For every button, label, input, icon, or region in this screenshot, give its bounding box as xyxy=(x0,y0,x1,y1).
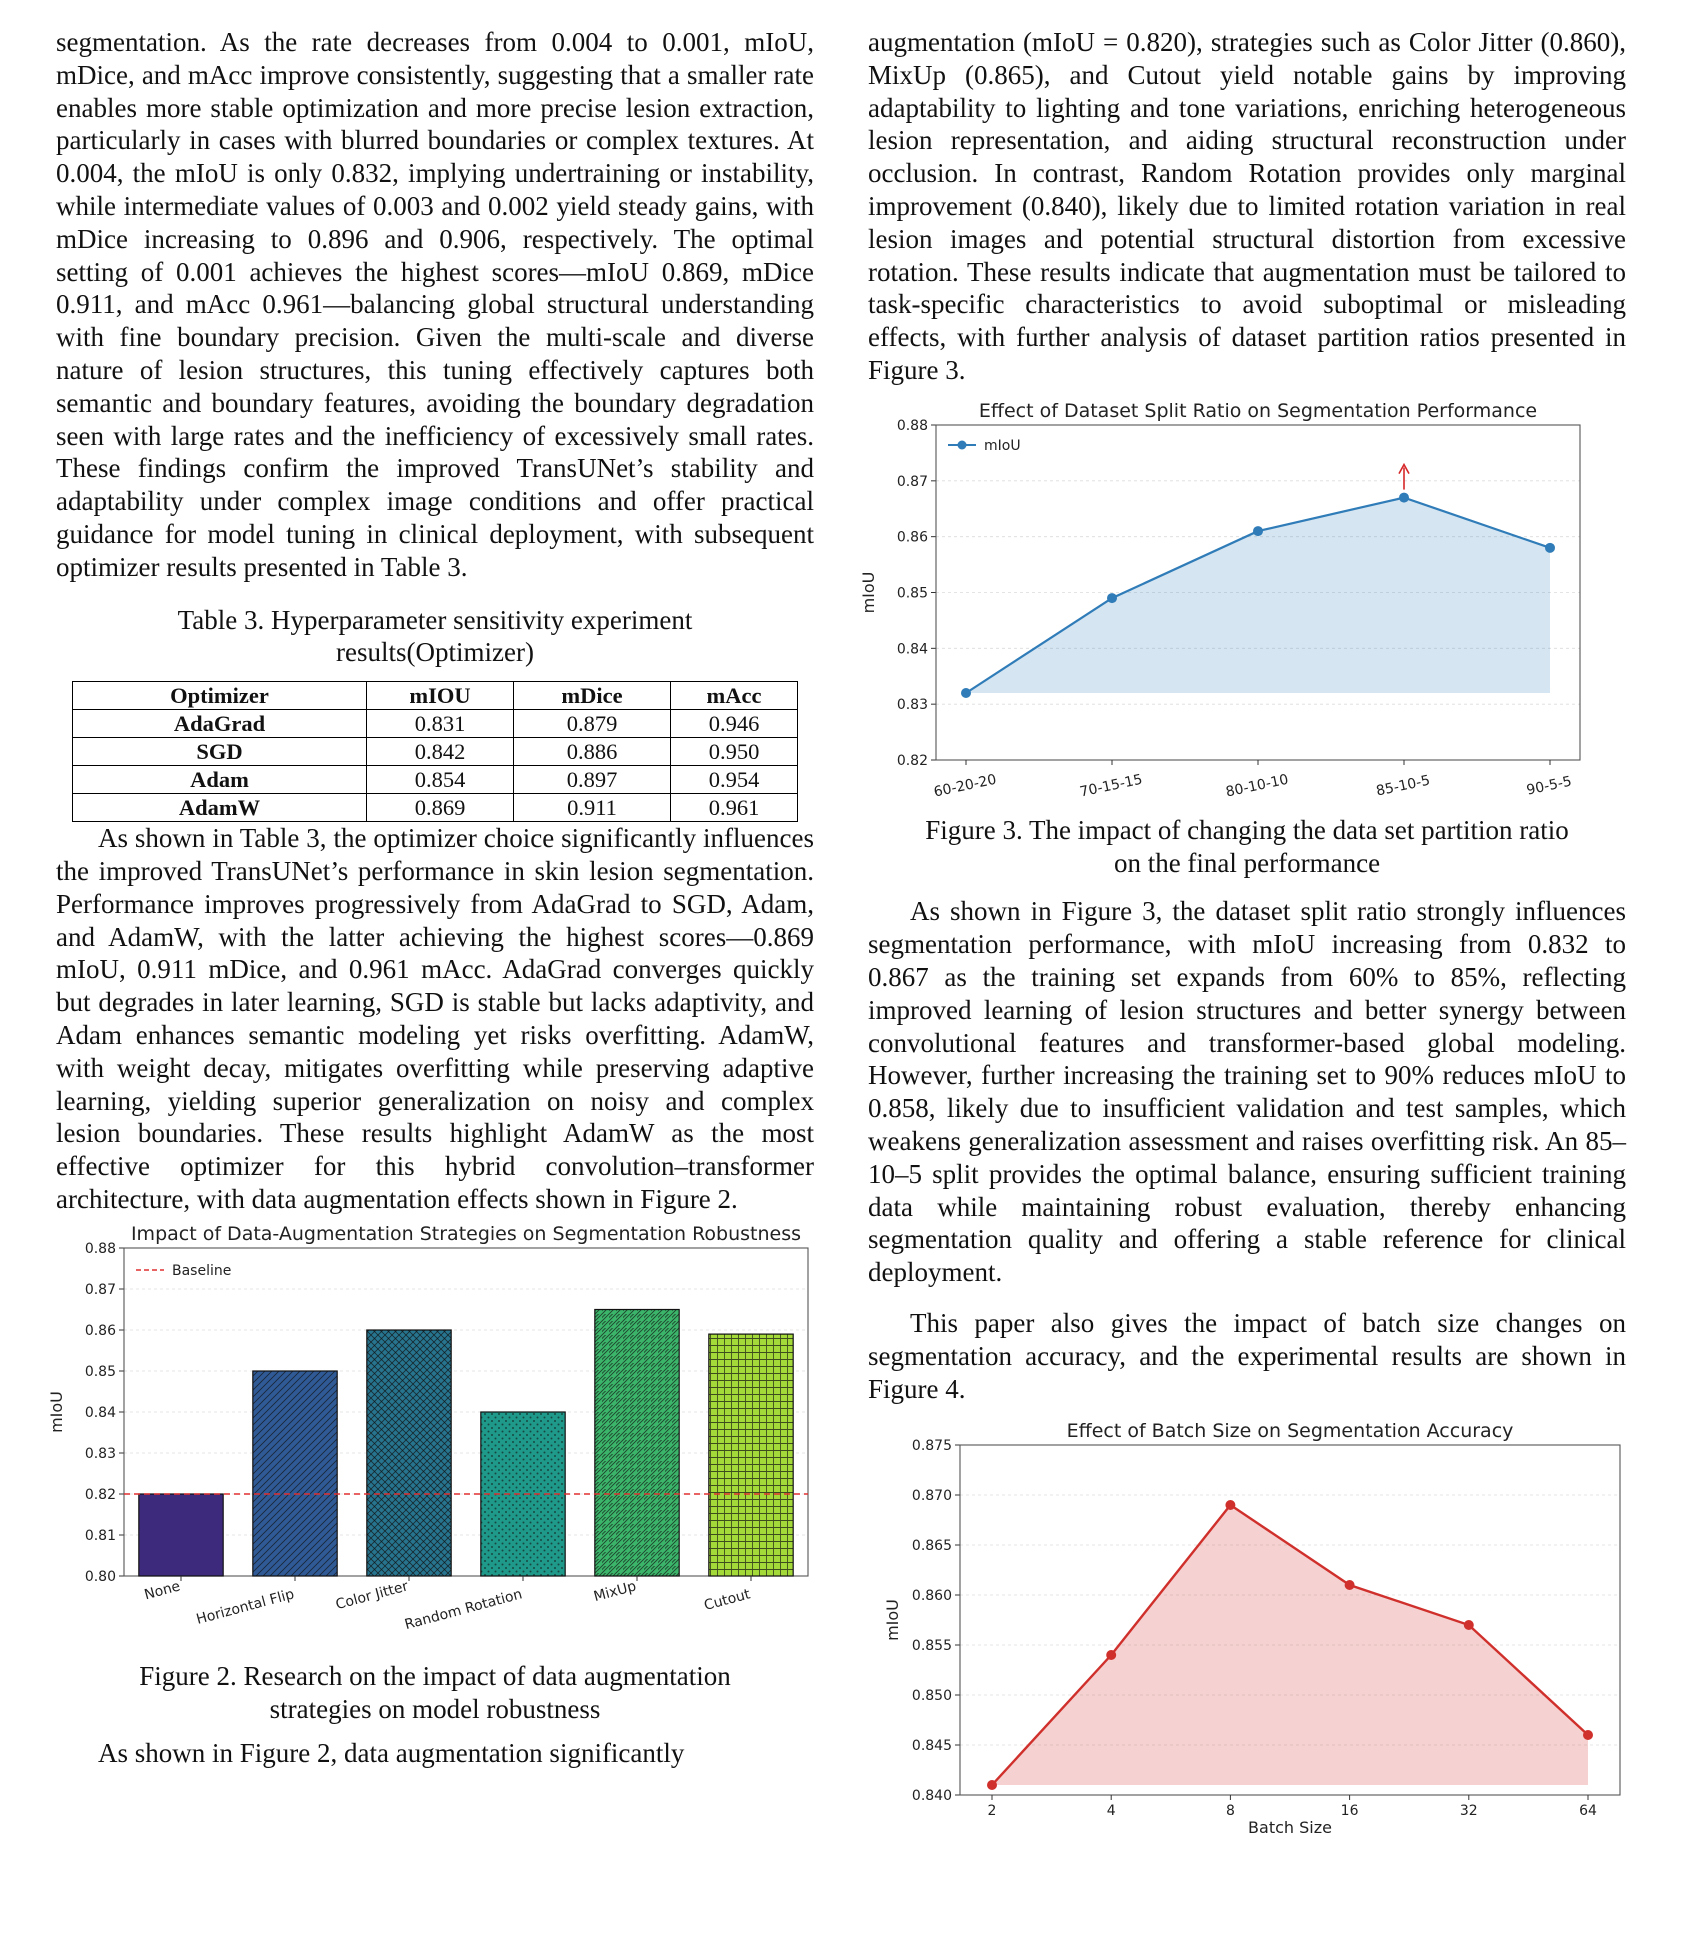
table-cell: SGD xyxy=(73,738,367,766)
x-axis-label: Batch Size xyxy=(1248,1818,1332,1838)
right-paragraph-3: This paper also gives the impact of batch size changes on segmentation accuracy, and the experimental results are shown in Figure 4. xyxy=(868,1307,1626,1404)
table-cell: 0.950 xyxy=(671,738,798,766)
y-tick-label: 0.845 xyxy=(911,1738,952,1755)
table3-header-cell: mDice xyxy=(514,682,671,710)
x-tick-label: 64 xyxy=(1579,1803,1597,1820)
right-column xyxy=(859,26,1626,1841)
data-point xyxy=(1345,1580,1355,1590)
x-tick-label: 4 xyxy=(1106,1803,1116,1820)
chart-title: Effect of Dataset Split Ratio on Segmentation Performance xyxy=(978,399,1538,422)
data-point xyxy=(1464,1620,1474,1630)
x-tick-label: Cutout xyxy=(702,1586,753,1614)
x-tick-label: 70-15-15 xyxy=(1078,771,1144,801)
x-tick-label: None xyxy=(142,1578,183,1604)
chart-title: Effect of Batch Size on Segmentation Accuracy xyxy=(1066,1420,1514,1443)
table-cell: 0.946 xyxy=(671,710,798,738)
figure2-caption-line2: strategies on model robustness xyxy=(269,1693,601,1724)
y-tick-label: 0.840 xyxy=(911,1788,952,1805)
legend-label: mIoU xyxy=(984,437,1021,454)
table-cell: 0.911 xyxy=(514,794,671,822)
table3-header-cell: mAcc xyxy=(671,682,798,710)
y-axis-label: mIoU xyxy=(47,1390,66,1433)
right-paragraph-2: As shown in Figure 3, the dataset split ratio strongly influences segmentation performance, with mIoU increasing from 0.832 to 0.867 as the training set expands from 60% to 85%, reflecting improved learning of lesion structures and better synergy between convolutional features and transformer-based global modeling. However, further increasing the training set to 90% reduces mIoU to 0.858, likely due to insufficient validation and test samples, which weakens generalization assessment and raises overfitting risk. An 85–10–5 split provides the optimal balance, ensuring sufficient training data while maintaining robust evaluation, thereby enhancing segmentation quality and offering a stable reference for clinical deployment. xyxy=(868,896,1626,1288)
chart-title: Impact of Data-Augmentation Strategies on Segmentation Robustness xyxy=(130,1222,802,1245)
bar xyxy=(481,1412,565,1576)
y-tick-label: 0.82 xyxy=(896,752,928,769)
x-tick-label: 8 xyxy=(1225,1803,1235,1820)
y-tick-label: 0.85 xyxy=(84,1363,116,1380)
x-tick-label: 80-10-10 xyxy=(1224,771,1290,801)
bar xyxy=(139,1494,223,1576)
left-paragraph-2: As shown in Table 3, the optimizer choice significantly influences the improved TransUNet’s performance in skin lesion segmentation. Performance improves progressively from AdaGrad to SGD, Adam, and AdamW, with the latter achieving the highest scores—0.869 mIoU, 0.911 mDice, and 0.961 mAcc. AdaGrad converges quickly but degrades in later learning, SGD is stable but lacks adaptivity, and Adam enhances semantic modeling yet risks overfitting. AdamW, with weight decay, mitigates overfitting while preserving adaptive learning, yielding superior generalization on noisy and complex lesion boundaries. These results highlight AdamW as the most effective optimizer for this hybrid convolution–transformer architecture, with data augmentation effects shown in Figure 2. xyxy=(56,823,814,1214)
bar xyxy=(253,1371,337,1576)
y-tick-label: 0.85 xyxy=(896,585,928,602)
y-tick-label: 0.83 xyxy=(84,1445,116,1462)
y-tick-label: 0.855 xyxy=(911,1638,952,1655)
x-tick-label: 85-10-5 xyxy=(1374,772,1432,800)
y-axis-label: mIoU xyxy=(859,571,878,614)
data-point xyxy=(1225,1500,1235,1510)
data-point xyxy=(961,688,971,698)
y-tick-label: 0.87 xyxy=(84,1281,116,1298)
table-cell: 0.897 xyxy=(514,766,671,794)
y-tick-label: 0.88 xyxy=(896,417,928,434)
table3-caption-line1: Table 3. Hyperparameter sensitivity experiment xyxy=(177,604,693,635)
bar xyxy=(367,1330,451,1576)
y-tick-label: 0.81 xyxy=(84,1527,116,1544)
y-tick-label: 0.88 xyxy=(84,1240,116,1257)
y-tick-label: 0.86 xyxy=(896,529,928,546)
y-tick-label: 0.83 xyxy=(896,696,928,713)
table-cell: 0.961 xyxy=(671,794,798,822)
legend-label: Baseline xyxy=(172,1262,232,1279)
data-point xyxy=(1399,492,1409,502)
y-tick-label: 0.860 xyxy=(911,1588,952,1605)
data-point xyxy=(1107,593,1117,603)
figure2-bar-chart xyxy=(47,1222,814,1650)
y-tick-label: 0.84 xyxy=(896,641,928,658)
data-point xyxy=(1545,543,1555,553)
data-point xyxy=(987,1780,997,1790)
legend-marker xyxy=(958,440,967,449)
x-tick-label: 2 xyxy=(987,1803,997,1820)
table-cell: Adam xyxy=(73,766,367,794)
y-tick-label: 0.865 xyxy=(911,1538,952,1555)
left-column xyxy=(47,26,814,1770)
x-tick-label: MixUp xyxy=(591,1578,639,1605)
figure3-caption-line1: Figure 3. The impact of changing the data set partition ratio xyxy=(925,814,1569,845)
table-cell: 0.869 xyxy=(367,794,514,822)
figure3-caption-line2: on the final performance xyxy=(1113,847,1381,878)
x-tick-label: Color Jitter xyxy=(334,1578,411,1613)
x-tick-label: 60-20-20 xyxy=(932,771,998,801)
figure3-area-chart xyxy=(859,399,1626,808)
y-tick-label: 0.87 xyxy=(896,473,928,490)
table3-header-cell: Optimizer xyxy=(73,682,367,710)
data-point xyxy=(1253,526,1263,536)
table3-header-cell: mIOU xyxy=(367,682,514,710)
x-tick-label: 16 xyxy=(1340,1803,1359,1820)
table-cell: 0.954 xyxy=(671,766,798,794)
y-axis-label: mIoU xyxy=(883,1599,902,1642)
bar xyxy=(709,1334,793,1576)
table-row xyxy=(73,766,798,794)
right-paragraph-1: augmentation (mIoU = 0.820), strategies such as Color Jitter (0.860), MixUp (0.865), and Cutout yield notable gains by improving adaptability to lighting and tone variations, enriching heterogeneous lesion representation, and aiding structural reconstruction under occlusion. In contrast, Random Rotation provides only marginal improvement (0.840), likely due to limited rotation variation in real lesion images and potential structural distortion from excessive rotation. These results indicate that augmentation must be tailored to task-specific characteristics to avoid suboptimal or misleading effects, with further analysis of dataset partition ratios presented in Figure 3. xyxy=(868,27,1626,385)
table-cell: AdamW xyxy=(73,794,367,822)
table-cell: 0.854 xyxy=(367,766,514,794)
figure4-area-chart xyxy=(868,1421,1626,1841)
x-tick-label: Horizontal Flip xyxy=(194,1586,297,1628)
bar xyxy=(595,1309,679,1576)
x-tick-label: Random Rotation xyxy=(403,1586,525,1633)
y-tick-label: 0.80 xyxy=(84,1568,116,1585)
table3 xyxy=(72,681,798,822)
table-cell: 0.842 xyxy=(367,738,514,766)
table-cell: 0.831 xyxy=(367,710,514,738)
y-tick-label: 0.870 xyxy=(911,1488,952,1505)
y-tick-label: 0.875 xyxy=(911,1438,952,1455)
table3-header-row xyxy=(73,682,798,710)
data-point xyxy=(1583,1730,1593,1740)
table-cell: 0.886 xyxy=(514,738,671,766)
left-paragraph-1: segmentation. As the rate decreases from 0.004 to 0.001, mIoU, mDice, and mAcc improve consistently, suggesting that a smaller rate enables more stable optimization and more precise lesion extraction, particularly in cases with blurred boundaries or complex textures. At 0.004, the mIoU is only 0.832, implying undertraining or instability, while intermediate values of 0.003 and 0.002 yield steady gains, with mDice increasing to 0.896 and 0.906, respectively. The optimal setting of 0.001 achieves the highest scores—mIoU 0.869, mDice 0.911, and mAcc 0.961—balancing global structural understanding with fine boundary precision. Given the multi-scale and diverse nature of lesion structures, this tuning effectively captures both semantic and boundary features, avoiding the boundary degradation seen with large rates and the inefficiency of excessively small rates. These findings confirm the improved TransUNet’s stability and adaptability under complex image conditions and offer practical guidance for model tuning in clinical deployment, with subsequent optimizer results presented in Table 3. xyxy=(56,27,814,582)
figure2-caption-line1: Figure 2. Research on the impact of data augmentation xyxy=(139,1660,731,1691)
y-tick-label: 0.84 xyxy=(84,1404,116,1421)
table3-caption-line2: results(Optimizer) xyxy=(336,637,534,668)
y-tick-label: 0.850 xyxy=(911,1688,952,1705)
table-row xyxy=(73,794,798,822)
table-row xyxy=(73,710,798,738)
table-row xyxy=(73,738,798,766)
x-tick-label: 32 xyxy=(1459,1803,1478,1820)
table-cell: AdaGrad xyxy=(73,710,367,738)
data-point xyxy=(1106,1650,1116,1660)
x-tick-label: 90-5-5 xyxy=(1525,773,1574,799)
y-tick-label: 0.82 xyxy=(84,1486,116,1503)
y-tick-label: 0.86 xyxy=(84,1322,116,1339)
table-cell: 0.879 xyxy=(514,710,671,738)
left-paragraph-3: As shown in Figure 2, data augmentation significantly xyxy=(98,1738,685,1769)
